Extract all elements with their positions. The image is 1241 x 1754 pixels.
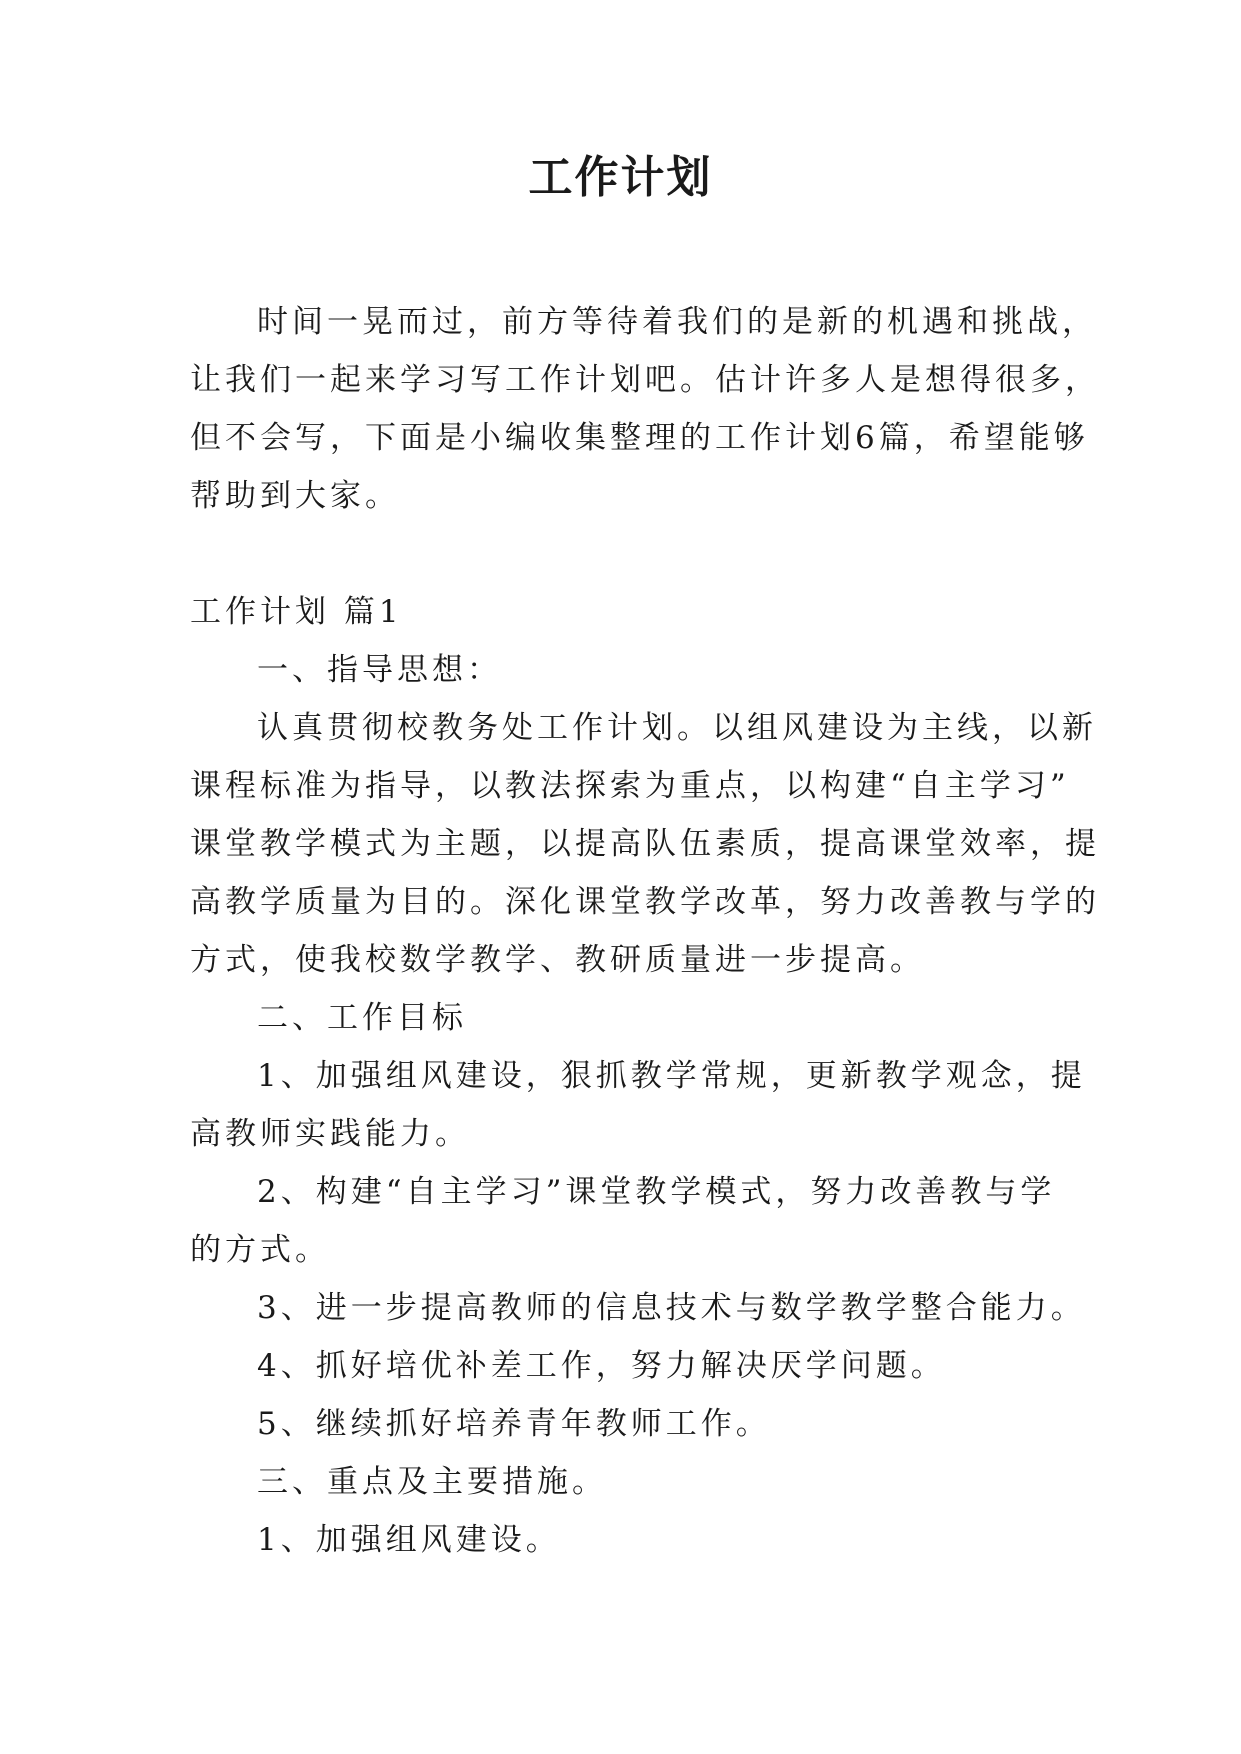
body-line: 一、指导思想： bbox=[257, 652, 502, 688]
intro-line: 时间一晃而过，前方等待着我们的是新的机遇和挑战， bbox=[257, 304, 1097, 340]
body-line: 4、抓好培优补差工作，努力解决厌学问题。 bbox=[257, 1348, 946, 1384]
body-line: 2、构建“自主学习”课堂教学模式，努力改善教与学 bbox=[257, 1174, 1056, 1210]
body-line: 课程标准为指导，以教法探索为重点，以构建“自主学习” bbox=[190, 768, 1070, 804]
body-line: 3、进一步提高教师的信息技术与数学教学整合能力。 bbox=[257, 1290, 1086, 1326]
intro-line: 让我们一起来学习写工作计划吧。估计许多人是想得很多， bbox=[190, 362, 1100, 398]
body-line: 高教学质量为目的。深化课堂教学改革，努力改善教与学的 bbox=[190, 884, 1100, 920]
body-line: 三、重点及主要措施。 bbox=[257, 1464, 607, 1500]
body-line: 二、工作目标 bbox=[257, 1000, 467, 1036]
document-title: 工作计划 bbox=[528, 152, 713, 203]
body-line: 1、加强组风建设，狠抓教学常规，更新教学观念，提 bbox=[257, 1058, 1086, 1094]
body-line: 方式，使我校数学教学、教研质量进一步提高。 bbox=[190, 942, 925, 978]
intro-line: 帮助到大家。 bbox=[190, 478, 400, 514]
body-line: 认真贯彻校教务处工作计划。以组风建设为主线，以新 bbox=[257, 710, 1097, 746]
body-line: 课堂教学模式为主题，以提高队伍素质，提高课堂效率，提 bbox=[190, 826, 1100, 862]
body-line: 高教师实践能力。 bbox=[190, 1116, 470, 1152]
intro-line: 但不会写，下面是小编收集整理的工作计划6篇，希望能够 bbox=[190, 420, 1089, 456]
section-heading: 工作计划 篇1 bbox=[190, 594, 403, 630]
body-line: 1、加强组风建设。 bbox=[257, 1522, 561, 1558]
body-line: 的方式。 bbox=[190, 1232, 330, 1268]
body-line: 5、继续抓好培养青年教师工作。 bbox=[257, 1406, 771, 1442]
